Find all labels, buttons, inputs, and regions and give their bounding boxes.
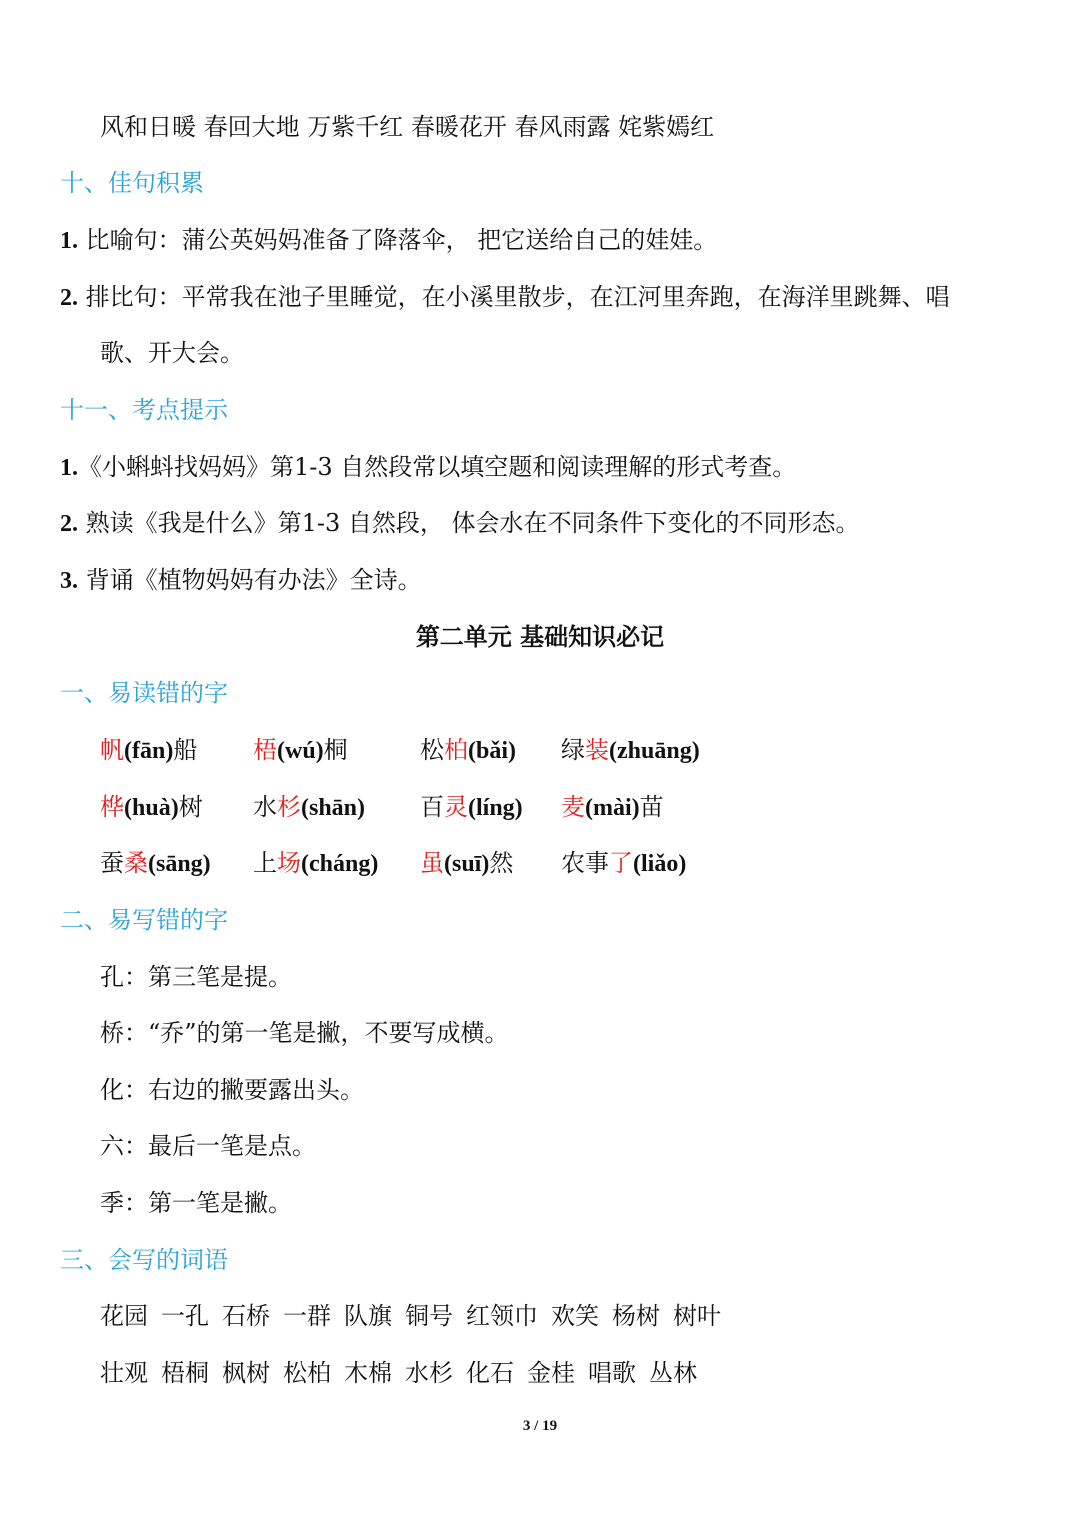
misread-char-item xyxy=(100,848,211,879)
list-item: 孔：第三笔是提。 xyxy=(100,963,292,991)
misread-char-item xyxy=(253,848,378,879)
misread-char-item xyxy=(100,792,203,823)
unit-title: 第二单元 基础知识必记 xyxy=(415,623,665,651)
list-item xyxy=(60,452,796,483)
char-text: 绿 xyxy=(561,736,585,764)
highlighted-char: 梧 xyxy=(253,736,277,764)
word-item: 铜号 xyxy=(405,1302,453,1330)
misread-char-item xyxy=(420,792,523,823)
highlighted-char: 场 xyxy=(277,849,301,877)
pinyin: (cháng) xyxy=(301,851,379,877)
misread-char-item xyxy=(420,735,516,766)
item-text: 背诵《植物妈妈有办法》全诗。 xyxy=(85,566,422,594)
section-heading-misread: 一、易读错的字 xyxy=(60,679,228,707)
word-item: 一群 xyxy=(283,1302,331,1330)
idioms-line: 风和日暖 春回大地 万紫千红 春暖花开 春风雨露 姹紫嫣红 xyxy=(100,113,715,141)
word-item: 丛林 xyxy=(649,1359,697,1387)
char-text: 苗 xyxy=(639,793,664,821)
pinyin: (bǎi) xyxy=(468,738,516,764)
word-item: 枫树 xyxy=(222,1359,270,1387)
char-text: 百 xyxy=(420,793,444,821)
section-heading-miswritten: 二、易写错的字 xyxy=(60,906,228,934)
word-item: 石桥 xyxy=(222,1302,270,1330)
word-item: 化石 xyxy=(466,1359,514,1387)
char-text: 桐 xyxy=(323,736,348,764)
list-item xyxy=(60,565,422,596)
word-item: 树叶 xyxy=(673,1302,721,1330)
list-item xyxy=(60,225,717,256)
item-text: 比喻句：蒲公英妈妈准备了降落伞， 把它送给自己的娃娃。 xyxy=(85,226,718,254)
item-text: 《小蝌蚪找妈妈》第1-3 自然段常以填空题和阅读理解的形式考查。 xyxy=(78,453,797,481)
highlighted-char: 帆 xyxy=(100,736,124,764)
word-item: 花园 xyxy=(100,1302,148,1330)
word-item: 一孔 xyxy=(161,1302,209,1330)
word-item: 欢笑 xyxy=(551,1302,599,1330)
misread-char-item xyxy=(561,792,664,823)
item-number: 1. xyxy=(60,228,78,254)
item-number: 1. xyxy=(60,455,78,481)
list-item: 六：最后一笔是点。 xyxy=(100,1132,316,1160)
highlighted-char: 杉 xyxy=(277,793,301,821)
pinyin: (fān) xyxy=(124,738,174,764)
pinyin: (wú) xyxy=(277,738,324,764)
pinyin: (liǎo) xyxy=(633,851,687,877)
word-item: 水杉 xyxy=(405,1359,453,1387)
word-item: 梧桐 xyxy=(161,1359,209,1387)
misread-char-item xyxy=(253,792,365,823)
char-text: 船 xyxy=(173,736,198,764)
list-item: 季：第一笔是撇。 xyxy=(100,1189,292,1217)
item-number: 3. xyxy=(60,568,78,594)
item-text: 熟读《我是什么》第1-3 自然段， 体会水在不同条件下变化的不同形态。 xyxy=(85,509,860,537)
item-number: 2. xyxy=(60,285,78,311)
pinyin: (líng) xyxy=(468,795,523,821)
misread-char-item xyxy=(561,735,700,766)
list-item xyxy=(60,282,950,313)
misread-char-item xyxy=(100,735,197,766)
item-continuation: 歌、开大会。 xyxy=(100,339,244,367)
item-number: 2. xyxy=(60,511,78,537)
pinyin: (huà) xyxy=(124,795,179,821)
highlighted-char: 麦 xyxy=(561,793,585,821)
words-row xyxy=(100,1358,710,1388)
item-text: 排比句：平常我在池子里睡觉，在小溪里散步，在江河里奔跑，在海洋里跳舞、唱 xyxy=(85,283,950,311)
list-item: 化：右边的撇要露出头。 xyxy=(100,1076,364,1104)
misread-char-item xyxy=(561,848,686,879)
highlighted-char: 灵 xyxy=(444,793,468,821)
word-item: 金桂 xyxy=(527,1359,575,1387)
section-heading-11: 十一、考点提示 xyxy=(60,396,228,424)
section-heading-words: 三、会写的词语 xyxy=(60,1246,228,1274)
page-number: 3 / 19 xyxy=(522,1418,558,1434)
word-item: 队旗 xyxy=(344,1302,392,1330)
pinyin: (mài) xyxy=(585,795,640,821)
word-item: 唱歌 xyxy=(588,1359,636,1387)
word-item: 木棉 xyxy=(344,1359,392,1387)
pinyin: (shān) xyxy=(301,795,366,821)
pinyin: (suī) xyxy=(444,851,490,877)
word-item: 红领巾 xyxy=(466,1302,538,1330)
char-text: 上 xyxy=(253,849,277,877)
char-text: 蚕 xyxy=(100,849,124,877)
highlighted-char: 桑 xyxy=(124,849,148,877)
char-text: 松 xyxy=(420,736,444,764)
char-text: 水 xyxy=(253,793,277,821)
misread-char-item xyxy=(420,848,513,879)
pinyin: (zhuāng) xyxy=(609,738,700,764)
highlighted-char: 桦 xyxy=(100,793,124,821)
word-item: 壮观 xyxy=(100,1359,148,1387)
word-item: 松柏 xyxy=(283,1359,331,1387)
list-item xyxy=(60,508,860,539)
highlighted-char: 装 xyxy=(585,736,609,764)
highlighted-char: 了 xyxy=(609,849,633,877)
list-item: 桥：“乔”的第一笔是撇，不要写成横。 xyxy=(100,1019,509,1047)
char-text: 然 xyxy=(489,849,514,877)
section-heading-10: 十、佳句积累 xyxy=(60,169,204,197)
highlighted-char: 柏 xyxy=(444,736,468,764)
pinyin: (sāng) xyxy=(148,851,211,877)
char-text: 树 xyxy=(178,793,203,821)
words-row xyxy=(100,1301,734,1331)
char-text: 农事 xyxy=(561,849,609,877)
word-item: 杨树 xyxy=(612,1302,660,1330)
misread-char-item xyxy=(253,735,348,766)
highlighted-char: 虽 xyxy=(420,849,444,877)
